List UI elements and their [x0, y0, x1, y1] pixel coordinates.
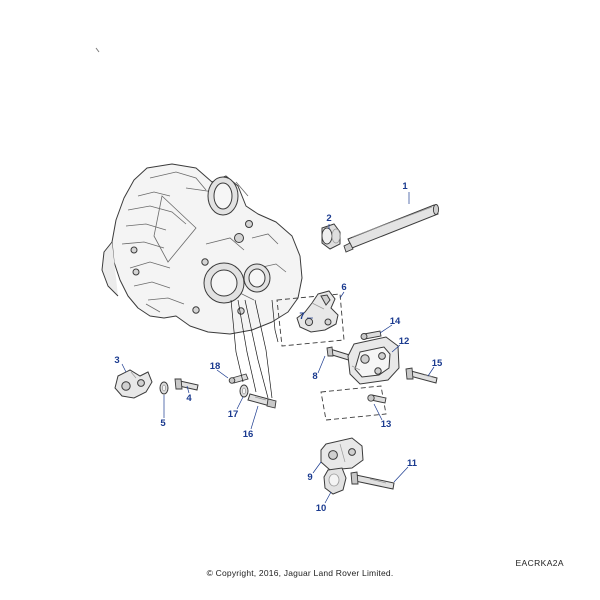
part-shaft-bush [322, 224, 340, 249]
part-detent-bolt [351, 472, 394, 489]
callout-16: 16 [242, 429, 254, 440]
drawing-code: EACRKA2A [515, 558, 564, 568]
callout-7: 7 [299, 311, 305, 322]
part-long-bolt [406, 368, 437, 383]
callout-5: 5 [160, 418, 166, 429]
copyright-notice: © Copyright, 2016, Jaguar Land Rover Limited. [206, 568, 394, 578]
callout-14: 14 [389, 316, 401, 327]
part-bolt-short [175, 379, 198, 390]
part-detent-plunger [324, 468, 346, 494]
callout-11: 11 [406, 458, 418, 469]
callout-3: 3 [114, 355, 120, 366]
part-selector-shaft [344, 205, 439, 253]
callout-13: 13 [380, 419, 392, 430]
callout-10: 10 [315, 503, 327, 514]
part-gate-plate-bolt [368, 395, 386, 403]
callout-17: 17 [227, 409, 239, 420]
callout-9: 9 [307, 472, 313, 483]
callout-15: 15 [431, 358, 443, 369]
callout-2: 2 [326, 213, 332, 224]
part-lever-bracket [115, 370, 152, 398]
part-washer [160, 382, 168, 394]
registration-mark [96, 48, 99, 52]
callout-12: 12 [398, 336, 410, 347]
part-gate-plate [348, 337, 399, 384]
callout-6: 6 [341, 282, 347, 293]
part-spacer [240, 385, 248, 397]
callout-18: 18 [209, 361, 221, 372]
callout-4: 4 [186, 393, 192, 404]
assembly-group-13 [321, 386, 386, 420]
callout-8: 8 [312, 371, 318, 382]
part-detent-housing [321, 438, 363, 470]
callout-1: 1 [402, 181, 408, 192]
part-retaining-clip [229, 374, 248, 383]
part-stud [361, 331, 381, 340]
